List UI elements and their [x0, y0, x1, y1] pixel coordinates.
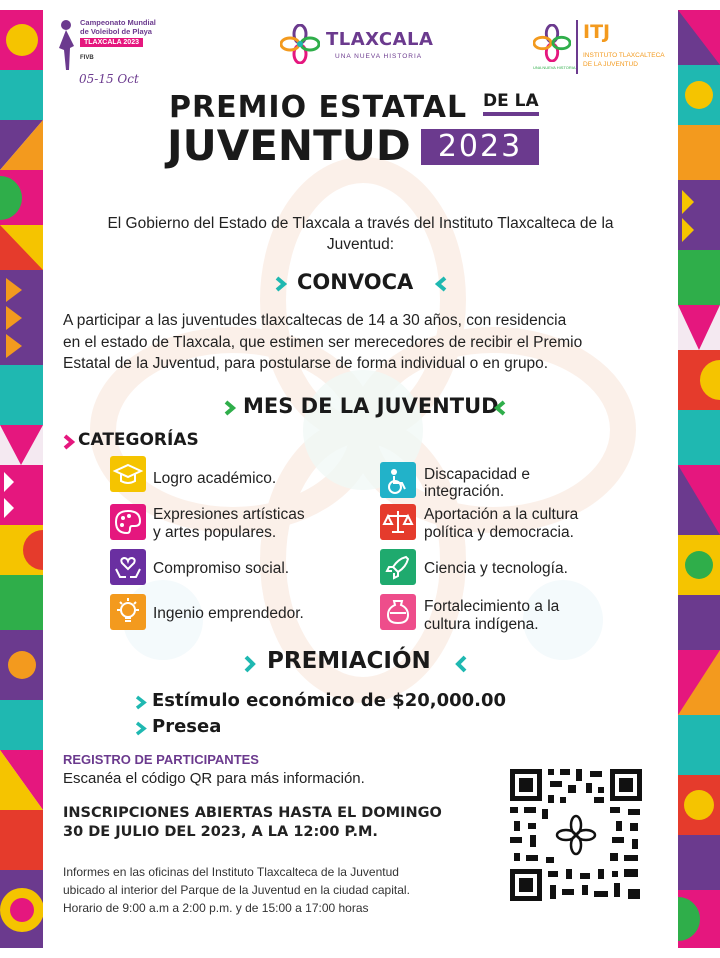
geometric-pattern — [678, 10, 720, 948]
call-text-line2: en el estado de Tlaxcala, que estimen ser merecedores de recibir el Premio — [63, 334, 583, 351]
title-premio-estatal: PREMIO ESTATAL — [169, 90, 468, 125]
itj-acronym: ITJ — [583, 21, 611, 43]
month-label: MES DE LA JUVENTUD — [243, 394, 499, 418]
chevron-left-icon — [454, 655, 468, 673]
deadline-line2: 30 DE JULIO DEL 2023, A LA 12:00 P.M. — [63, 824, 378, 840]
fivb-label: FIVB — [80, 55, 94, 61]
category-label-line2: y artes populares. — [153, 524, 277, 541]
prize-item — [135, 690, 555, 714]
qr-code[interactable] — [506, 765, 646, 905]
categories-title: CATEGORÍAS — [78, 430, 199, 450]
itj-line2: DE LA JUVENTUD — [583, 61, 638, 68]
category-label-line1: Expresiones artísticas — [153, 506, 305, 523]
itj-line1: INSTITUTO TLAXCALTECA — [583, 52, 665, 59]
registro-title: REGISTRO DE PARTICIPANTES — [63, 752, 259, 767]
geometric-pattern — [0, 10, 43, 948]
intro-line2: Juventud: — [326, 236, 395, 253]
prize-text: Presea — [152, 716, 222, 737]
category-label-line1: Discapacidad e — [424, 466, 530, 483]
call-text-line3: Estatal de la Juventud, para postularse de forma individual o en grupo. — [63, 355, 549, 372]
category-label-line1: Aportación a la cultura — [424, 506, 579, 523]
pottery-icon — [380, 594, 416, 630]
title-de-la: DE LA — [483, 90, 539, 116]
lightbulb-icon — [110, 594, 146, 630]
category-label-line2: integración. — [424, 483, 505, 500]
gov-tagline: UNA NUEVA HISTORIA — [335, 53, 423, 60]
balance-scale-icon — [380, 504, 416, 540]
registro-text: Escanéa el código QR para más información. — [63, 770, 365, 787]
right-pattern-border — [678, 10, 720, 948]
event-line1: Campeonato Mundial — [80, 18, 156, 27]
category-label: Logro académico. — [153, 470, 277, 487]
premiacion-heading — [243, 648, 483, 678]
category-label-line2: política y democracia. — [424, 524, 574, 541]
rocket-icon — [380, 549, 416, 585]
title-juventud: JUVENTUD — [167, 121, 411, 170]
event-dates: 05-15 Oct — [79, 72, 139, 86]
category-label-line2: cultura indígena. — [424, 616, 539, 633]
info-line: Informes en las oficinas del Instituto Tlaxcalteca de la Juventud — [63, 865, 399, 879]
category-label: Ciencia y tecnología. — [424, 560, 568, 577]
title-year-badge: 2023 — [421, 129, 539, 165]
event-line2: de Voleibol de Playa — [80, 27, 152, 36]
deadline-line1: INSCRIPCIONES ABIERTAS HASTA EL DOMINGO — [63, 805, 442, 821]
category-label-line1: Fortalecimiento a la — [424, 598, 560, 615]
premiacion-title: PREMIACIÓN — [267, 648, 431, 674]
intro-line1: El Gobierno del Estado de Tlaxcala a través del Instituto Tlaxcalteca de la — [107, 215, 614, 232]
info-line: ubicado al interior del Parque de la Juventud en la ciudad capital. — [63, 883, 410, 897]
convoca-label: CONVOCA — [297, 270, 414, 294]
event-badge: TLAXCALA 2023 — [80, 38, 143, 47]
hands-heart-icon — [110, 549, 146, 585]
left-pattern-border — [0, 10, 43, 948]
info-text — [63, 863, 410, 917]
accessibility-icon — [380, 462, 416, 498]
prize-item — [135, 716, 335, 740]
info-line: Horario de 9:00 a.m a 2:00 p.m. y de 15:00 a 17:00 horas — [63, 901, 369, 915]
category-label: Ingenio emprendedor. — [153, 605, 304, 622]
palette-icon — [110, 504, 146, 540]
prize-text: Estímulo económico de $20,000.00 — [152, 690, 507, 711]
gov-name: TLAXCALA — [326, 29, 434, 50]
category-label: Compromiso social. — [153, 560, 290, 577]
chevron-right-icon — [135, 721, 147, 736]
call-text-line1: A participar a las juventudes tlaxcaltecas de 14 a 30 años, con residencia — [63, 312, 567, 329]
poster — [43, 10, 678, 948]
graduation-cap-icon — [110, 456, 146, 492]
chevron-right-icon — [135, 695, 147, 710]
itj-small-tagline: UNA NUEVA HISTORIA — [533, 65, 576, 70]
chevron-right-icon — [243, 655, 257, 673]
